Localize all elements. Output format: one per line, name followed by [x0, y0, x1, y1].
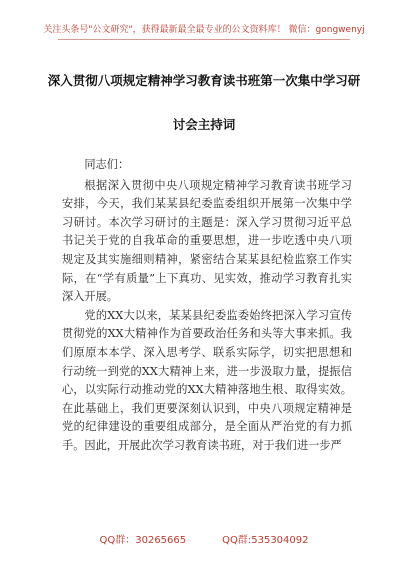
- paragraph-main: 党的XX大以来，某某县纪委监委始终把深入学习宣传贯彻党的XX大精神作为首要政治任务和头等大事来抓。我们原原本本学、深入思考学、联系实际学，切实把思想和行动统一到党的XX大精神上来，进一步汲取力量，提振信心，以实际行动推动党的XX大精神落地生根、取得实效。在此基础上，我们更要深刻认识到，中央八项规定精神是党的纪律建设的重要组成部分，是全面从严治党的有力抓手。因此，开展此次学习教育读书班，对于我们进一步严: [62, 308, 352, 452]
- document-title-line-1: 深入贯彻八项规定精神学习教育读书班第一次集中学习研: [47, 73, 361, 88]
- document-body: [62, 156, 352, 456]
- paragraph-intro: 根据深入贯彻中央八项规定精神学习教育读书班学习安排，今天，我们某某县纪委监委组织开展第一次集中学习研讨。本次学习研讨的主题是：深入学习贯彻习近平总书记关于党的自我革命的重要思想，进一步吃透中央八项规定及其实施细则精神，紧密结合某某县纪检监察工作实际，在“学有质量”上下真功、见实效，推动学习教育扎实深入开展。: [62, 178, 352, 304]
- document-title-line-2: 讨会主持词: [172, 117, 236, 132]
- footer-qq-group-2: QQ群:535304092: [222, 535, 309, 546]
- footer-qq-group-1: QQ群：30265665: [99, 535, 187, 546]
- header-banner: 关注头条号"公文研究"，获得最新最全最专业的公文资料库！ 微信：gongwenyj: [43, 25, 365, 35]
- footer-contact: [0, 534, 408, 548]
- header-divider: [58, 39, 350, 40]
- salutation: 同志们：: [84, 158, 130, 171]
